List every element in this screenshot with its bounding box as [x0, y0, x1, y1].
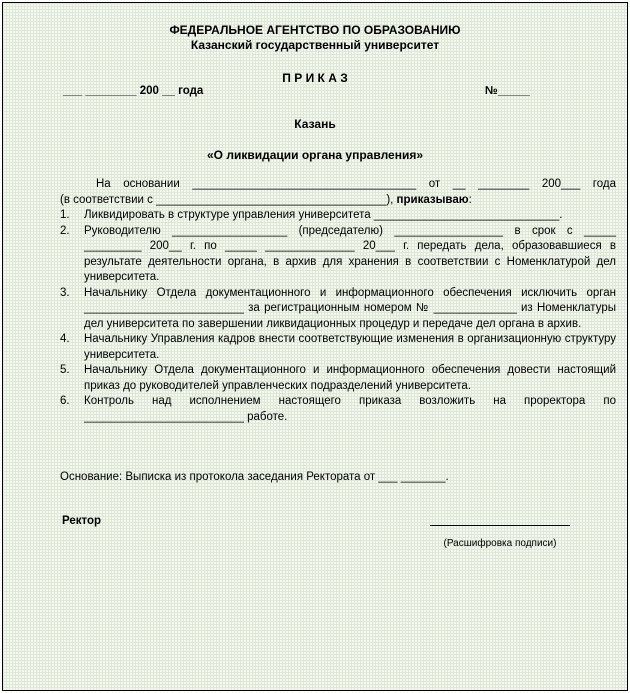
- order-item-number: 5.: [60, 364, 70, 376]
- document-type: П Р И К А З: [282, 71, 348, 85]
- order-item-text: Начальнику Отдела документационного и информационного обеспечения довести настоящий приказ до руководителей управленческих подразделений университета.: [84, 364, 616, 392]
- order-item-text: Руководителю __________________ (председателю) _________________ в срок с _____ _________ 200__ г. по _____ ______________ 20___ г. передать дела, образовавшиеся в результате деятельности органа, в архив для хранения в соответствии с Номенклатурой дел университета.: [84, 224, 616, 283]
- preamble-colon: :: [468, 193, 472, 206]
- preamble-line-2: [60, 193, 616, 209]
- signature-caption: (Расшифровка подписи): [443, 538, 557, 549]
- order-verb: приказываю: [396, 193, 469, 206]
- order-item: [60, 363, 616, 394]
- preamble-line-1: На основании ___________________________________ от __ ________ 200___ года: [96, 178, 616, 190]
- date-line: ___ ________ 200 __ года: [63, 85, 204, 97]
- number-line: №_____: [485, 85, 530, 97]
- basis-line: Основание: Выписка из протокола заседания Ректората от ___ _______.: [60, 471, 449, 483]
- order-item: [60, 286, 616, 333]
- preamble: [60, 177, 616, 208]
- order-item-number: 6.: [60, 395, 70, 407]
- order-item: [60, 208, 616, 224]
- signature-line: [430, 525, 570, 526]
- order-item-text: Контроль над исполнением настоящего приказа возложить на проректора по _________________________ работе.: [84, 395, 616, 423]
- order-item: [60, 394, 616, 425]
- order-item-number: 3.: [60, 286, 70, 299]
- order-item: [60, 224, 616, 286]
- order-item-text: Начальнику Отдела документационного и информационного обеспечения исключить орган _________________________ за регистрационным номером № _____________ из Номенклатуры дел университета по завершении ликвидационных процедур и передаче дел органа в архив.: [84, 286, 616, 330]
- order-item-text: Начальнику Управления кадров внести соответствующие изменения в организационную структуру университета.: [84, 333, 616, 361]
- order-item: [60, 332, 616, 363]
- document-title: «О ликвидации органа управления»: [206, 148, 424, 162]
- signature-position: Ректор: [62, 515, 102, 527]
- preamble-text: (в соответствии с ____________________________________),: [60, 193, 397, 206]
- order-item-number: 2.: [60, 224, 70, 237]
- city: Казань: [294, 117, 336, 131]
- order-item-number: 1.: [60, 209, 70, 221]
- order-items: [60, 208, 616, 425]
- university-heading: Казанский государственный университет: [190, 38, 440, 52]
- order-item-text: Ликвидировать в структуре управления университета _____________________________.: [84, 209, 563, 221]
- agency-heading: ФЕДЕРАЛЬНОЕ АГЕНТСТВО ПО ОБРАЗОВАНИЮ: [169, 23, 461, 37]
- order-item-number: 4.: [60, 333, 70, 345]
